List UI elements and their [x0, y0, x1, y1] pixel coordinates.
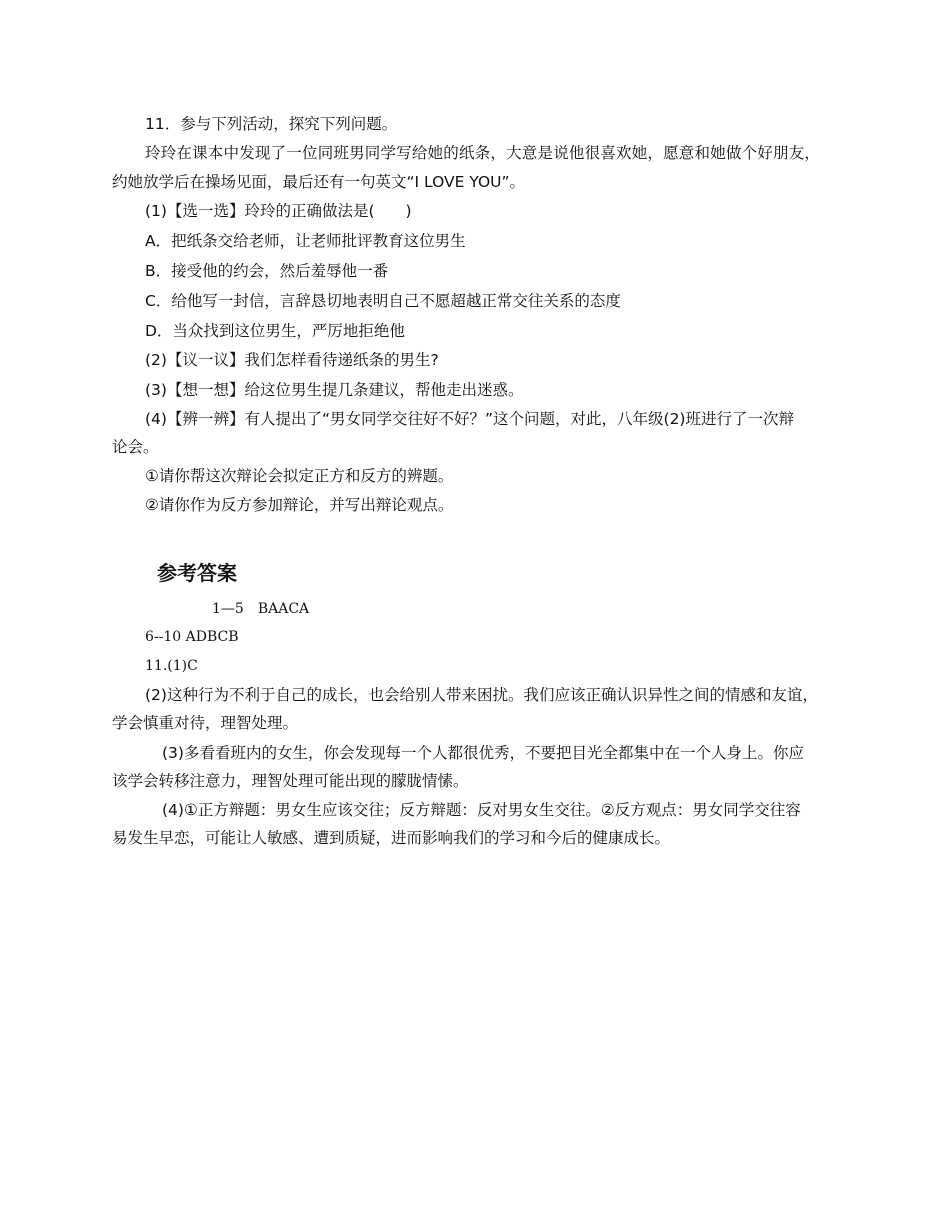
question-stem-line: 约她放学后在操场见面，最后还有一句英文“I LOVE YOU”。 [112, 173, 526, 191]
answer-2-line: 学会慎重对待，理智处理。 [112, 714, 299, 732]
answer-3-line: 该学会转移注意力，理智处理可能出现的朦胧情愫。 [112, 772, 469, 790]
answers-heading: 参考答案 [157, 561, 237, 585]
answer-row: 6--10 ADBCB [145, 629, 239, 645]
answer-4-line: (4)①正方辩题：男女生应该交往；反方辩题：反对男女生交往。②反方观点：男女同学交往容 [162, 801, 801, 819]
sub-question-1: ①请你帮这次辩论会拟定正方和反方的辨题。 [145, 467, 454, 485]
sub-question-2: ②请你作为反方参加辩论，并写出辩论观点。 [145, 496, 454, 514]
question-title: 11．参与下列活动，探究下列问题。 [145, 115, 398, 133]
option-b: B．接受他的约会，然后羞辱他一番 [145, 262, 389, 280]
option-a: A．把纸条交给老师，让老师批评教育这位男生 [145, 232, 466, 250]
answer-4-line: 易发生早恋，可能让人敏感、遭到质疑，进而影响我们的学习和今后的健康成长。 [112, 829, 671, 847]
part4-prompt-line: (4)【辨一辨】有人提出了“男女同学交往好不好？”这个问题，对此，八年级(2)班进行了一次辩 [145, 410, 794, 428]
question-stem-line: 玲玲在课本中发现了一位同班男同学写给她的纸条，大意是说他很喜欢她，愿意和她做个好朋友， [145, 144, 821, 162]
part2-prompt: (2)【议一议】我们怎样看待递纸条的男生? [145, 351, 439, 369]
answer-3-line: (3)多看看班内的女生，你会发现每一个人都很优秀，不要把目光全都集中在一个人身上。你应 [162, 744, 804, 762]
answer-row: 11.(1)C [145, 658, 198, 674]
part4-prompt-line: 论会。 [112, 438, 159, 456]
option-c: C．给他写一封信，言辞恳切地表明自己不愿超越正常交往关系的态度 [145, 292, 621, 310]
part3-prompt: (3)【想一想】给这位男生提几条建议，帮他走出迷惑。 [145, 381, 524, 399]
answer-2-line: (2)这种行为不利于自己的成长，也会给别人带来困扰。我们应该正确认识异性之间的情感和友谊， [145, 686, 818, 704]
answer-row: 1—5 BAACA [212, 601, 310, 617]
part1-prompt: (1)【选一选】玲玲的正确做法是( ) [145, 202, 412, 220]
option-d: D．当众找到这位男生，严厉地拒绝他 [145, 322, 405, 340]
